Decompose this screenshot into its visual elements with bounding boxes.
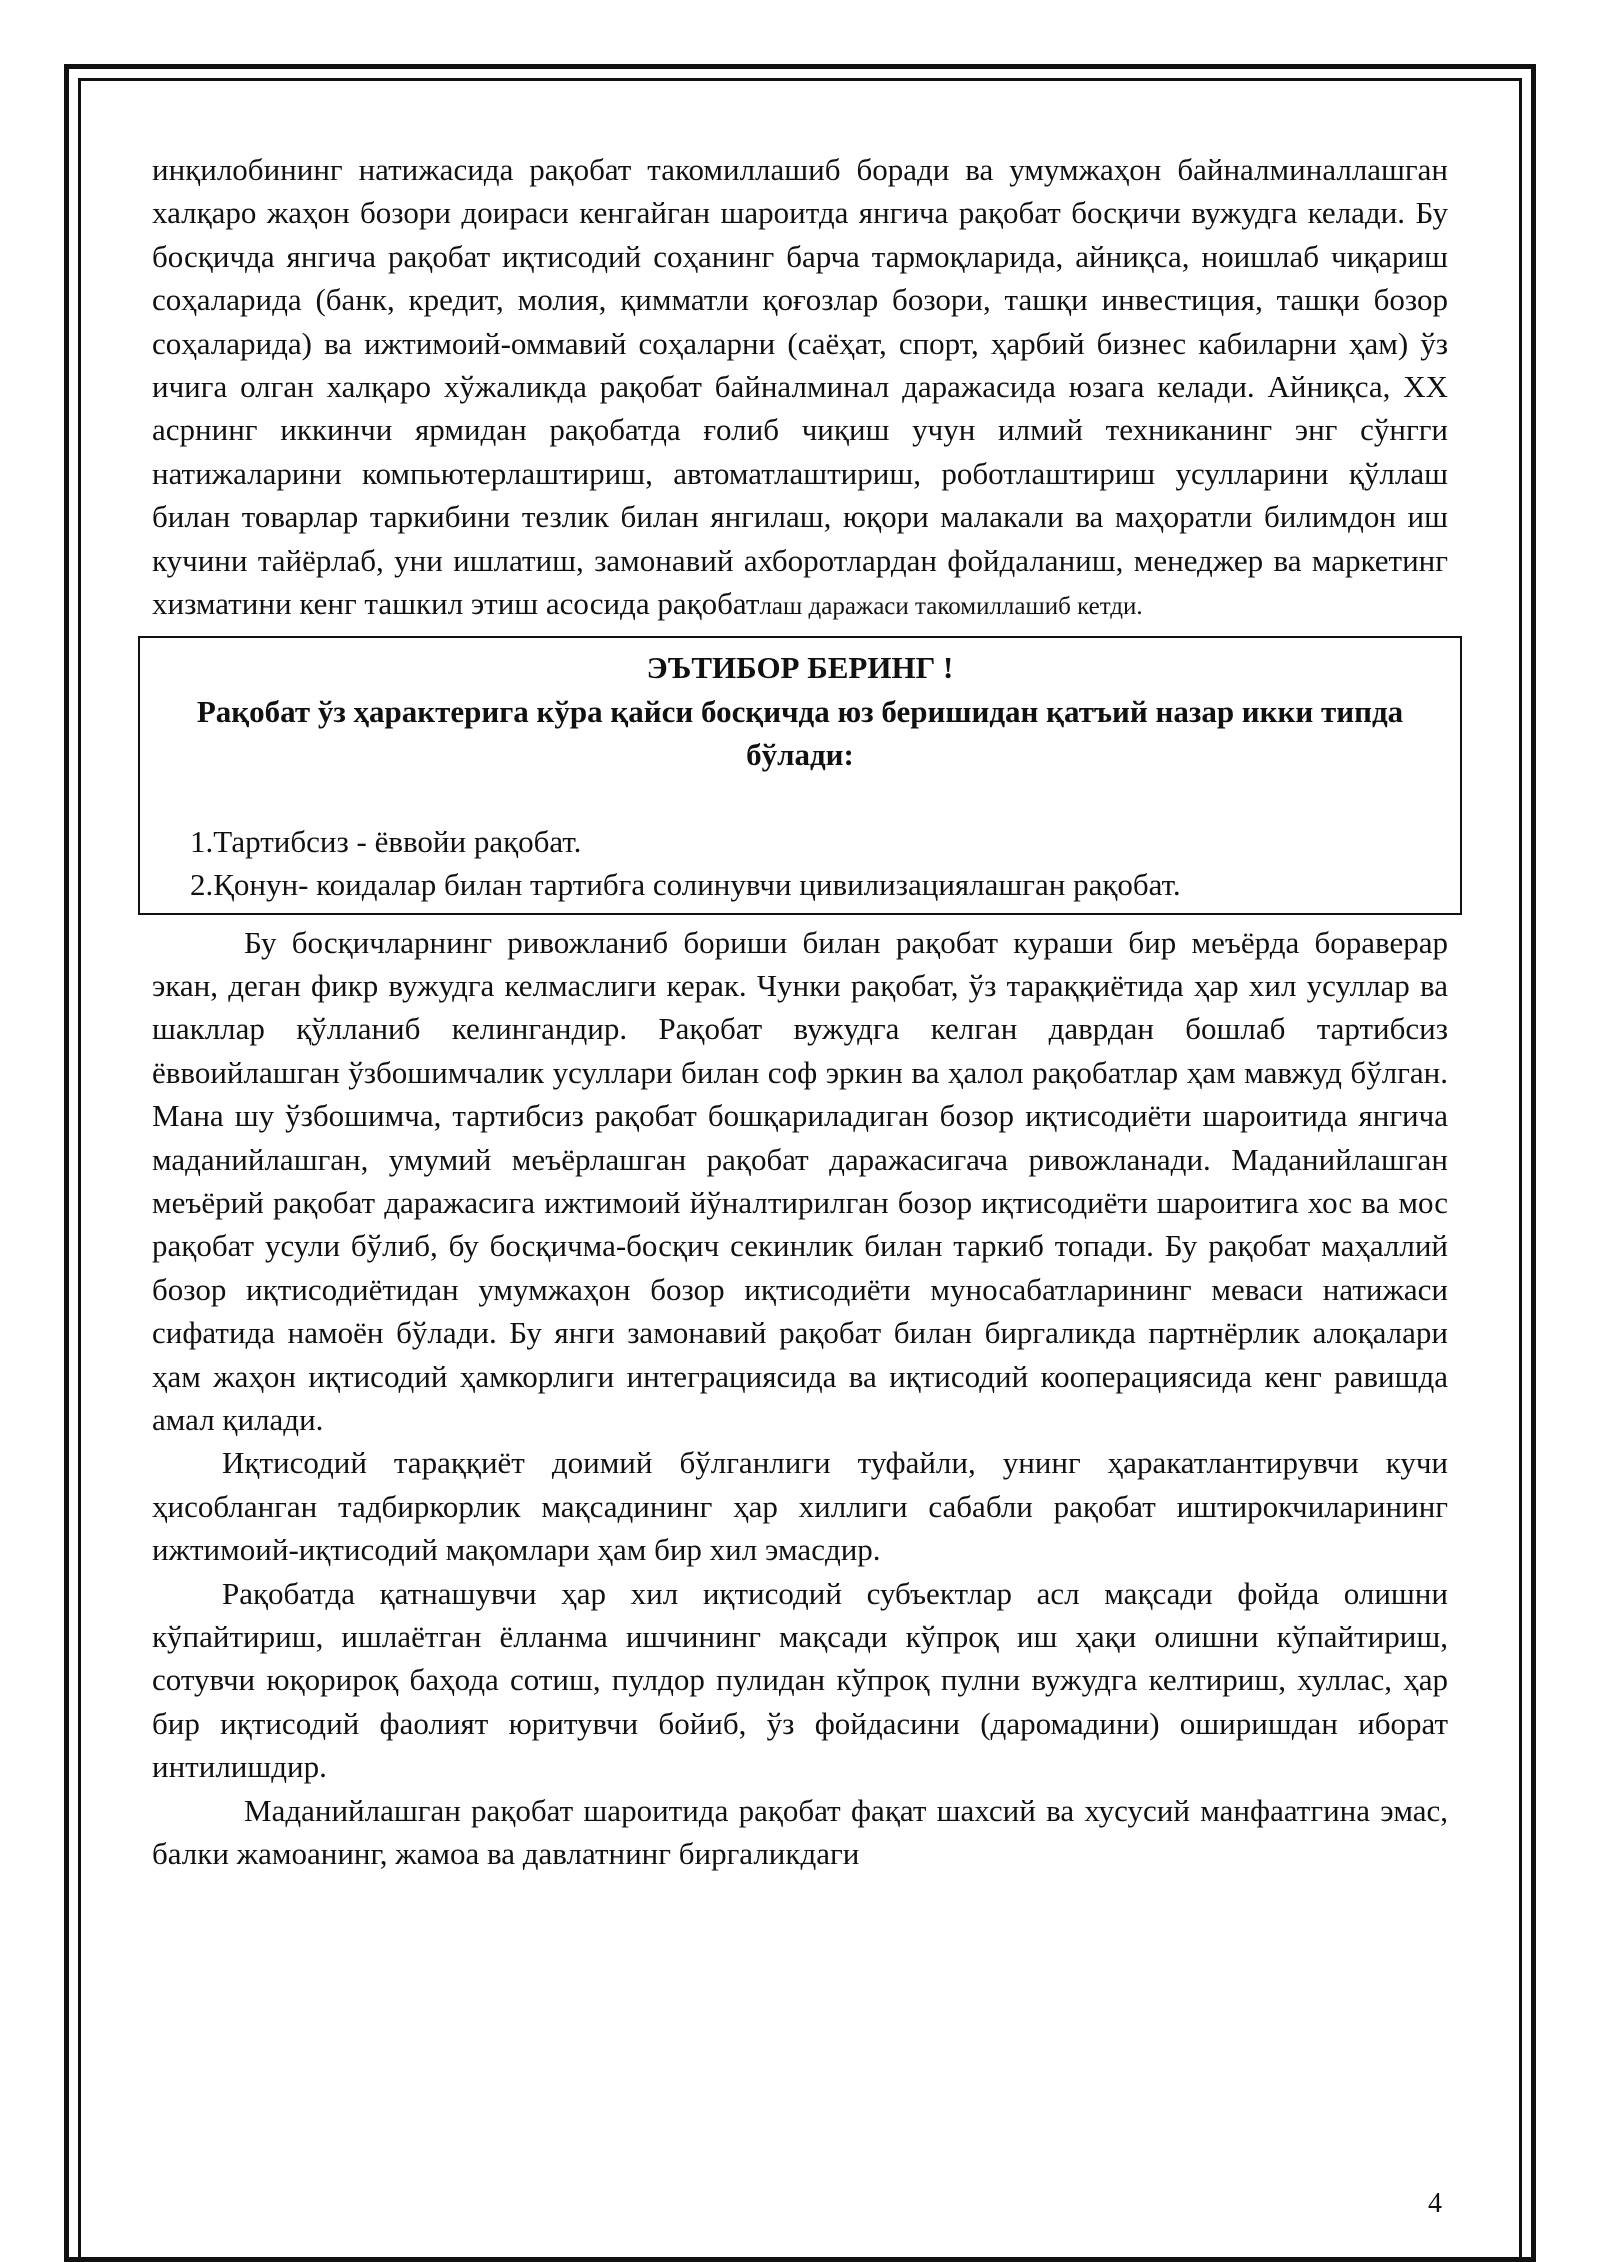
paragraph-4: Маданийлашган рақобат шароитида рақобат фақат шахсий ва хусусий манфаатгина эмас, балки жамоанинг, жамоа ва давлатнинг биргаликдаги — [152, 1792, 1448, 1872]
page-content — [152, 148, 1448, 1875]
paragraph-2: Иқтисодий тараққиёт доимий бўлганлиги туфайли, унинг ҳаракатлантирувчи кучи ҳисобланган тадбиркорлик мақсадининг ҳар хиллиги сабабли рақобат иштирокчиларининг ижтимоий-иқтисодий мақомлари ҳам бир хил эмасдир. — [152, 1445, 1448, 1568]
notice-spacer — [164, 777, 1436, 820]
notice-box — [138, 636, 1462, 914]
paragraph-1: Бу босқичларнинг ривожланиб бориши билан рақобат кураши бир меъёрда бораверар экан, деган фикр вужудга келмаслиги керак. Чунки рақобат, ўз тараққиётида ҳар хил усуллар ва шакллар қўлланиб келингандир. Рақобат вужудга келган даврдан бошлаб тартибсиз ёввоийлашган ўзбошимчалик усуллари билан соф эркин ва ҳалол рақобатлар ҳам мавжуд бўлган. Мана шу ўзбошимча, тартибсиз рақобат бошқариладиган бозор иқтисодиёти шароитида янгича маданийлашган, умумий меъёрлашган рақобат даражасигача ривожланади. Маданийлашган меъёрий рақобат даражасига ижтимоий йўналтирилган бозор иқтисодиёти шароитига хос ва мос рақобат усули бўлиб, бу босқичма-босқич секинлик билан таркиб топади. Бу рақобат маҳаллий бозор иқтисодиётидан умумжаҳон бозор иқтисодиёти муносабатларининг меваси натижаси сифатида намоён бўлади. Бу янги замонавий рақобат билан биргаликда партнёрлик алоқалари ҳам жаҳон иқтисодий ҳамкорлиги интеграциясида ва иқтисодий кооперациясида кенг равишда амал қилади. — [152, 924, 1448, 1437]
intro-paragraph — [152, 148, 1448, 628]
intro-paragraph-tail: лаш даражаси такомиллашиб кетди. — [759, 593, 1143, 621]
intro-paragraph-main: инқилобининг натижасида рақобат такомиллашиб боради ва умумжаҳон байналминаллашган халқаро жаҳон бозори доираси кенгайган шароитда янгича рақобат босқичи вужудга келади. Бу босқичда янгича рақобат иқтисодий соҳанинг барча тармоқларида, айниқса, ноишлаб чиқариш соҳаларида (банк, кредит, молия, қимматли қоғозлар бозори, ташқи инвестиция, ташқи бозор соҳаларида) ва ижтимоий-оммавий соҳаларни (саёҳат, спорт, ҳарбий бизнес кабиларни ҳам) ўз ичига олган халқаро хўжаликда рақобат байналминал даражасида юзага келади. Айниқса, ХХ асрнинг иккинчи ярмидан рақобатда ғолиб чиқиш учун илмий техниканинг энг сўнгги натижаларини компьютерлаштириш, автоматлаштириш, роботлаштириш усулларини қўллаш билан товарлар таркибини тезлик билан янгилаш, юқори малакали ва маҳоратли билимдон иш кучини тайёрлаб, уни ишлатиш, замонавий ахборотлардан фойдаланиш, менеджер ва маркетинг хизматини кенг ташкил этиш асосида рақобат — [152, 152, 1448, 622]
page-number: 4 — [1428, 2188, 1442, 2219]
notice-item-2: 2.Қонун- коидалар билан тартибга солинувчи цивилизациялашган рақобат. — [190, 867, 1181, 903]
notice-subheading: Рақобат ўз ҳарактерига кўра қайси босқичда юз беришидан қатъий назар икки типда бўлади: — [196, 693, 1404, 773]
notice-item-1: 1.Тартибсиз - ёввойи рақобат. — [190, 823, 582, 859]
notice-heading: ЭЪТИБОР БЕРИНГ ! — [646, 650, 954, 686]
paragraph-3: Рақобатда қатнашувчи ҳар хил иқтисодий субъектлар асл мақсади фойда олишни кўпайтириш, ишлаётган ёлланма ишчининг мақсади кўпроқ иш ҳақи олишни кўпайтириш, сотувчи юқорироқ баҳода сотиш, пулдор пулидан кўпроқ пулни вужудга келтириш, хуллас, ҳар бир иқтисодий фаолият юритувчи бойиб, ўз фойдасини (даромадини) оширишдан иборат интилишдир. — [152, 1575, 1448, 1785]
